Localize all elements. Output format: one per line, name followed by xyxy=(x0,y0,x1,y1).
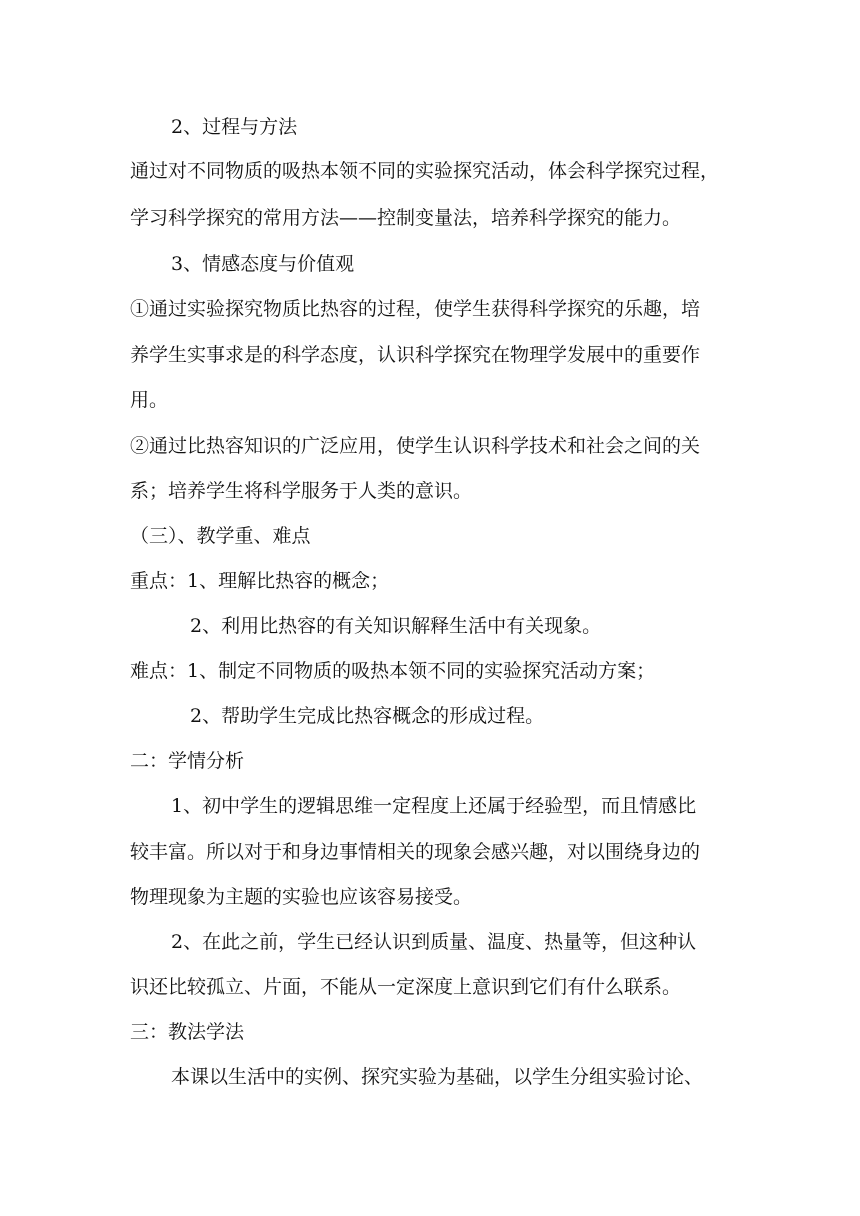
paragraph-line: 学习科学探究的常用方法——控制变量法，培养科学探究的能力。 xyxy=(130,207,682,229)
difficulty-line: 难点：1、制定不同物质的吸热本领不同的实验探究活动方案； xyxy=(130,660,656,682)
paragraph-line: 本课以生活中的实例、探究实验为基础，以学生分组实验讨论、 xyxy=(171,1066,704,1088)
paragraph-line: 通过对不同物质的吸热本领不同的实验探究活动，体会科学探究过程， xyxy=(130,160,720,182)
paragraph-line: 系；培养学生将科学服务于人类的意识。 xyxy=(130,480,473,502)
section-heading-key-points: （三）、教学重、难点 xyxy=(130,525,311,547)
paragraph-line: 较丰富。所以对于和身边事情相关的现象会感兴趣，对以围绕身边的 xyxy=(130,841,701,863)
paragraph-line: ②通过比热容知识的广泛应用，使学生认识科学技术和社会之间的关 xyxy=(130,435,701,457)
paragraph-line: 养学生实事求是的科学态度，认识科学探究在物理学发展中的重要作 xyxy=(130,344,701,366)
key-point-line: 重点：1、理解比热容的概念； xyxy=(130,570,390,592)
paragraph-line: 1、初中学生的逻辑思维一定程度上还属于经验型，而且情感比 xyxy=(171,795,697,817)
key-point-line: 2、利用比热容的有关知识解释生活中有关现象。 xyxy=(190,615,602,637)
section-heading-teaching-method: 三：教法学法 xyxy=(130,1021,245,1043)
paragraph-line: 2、在此之前，学生已经认识到质量、温度、热量等，但这种认 xyxy=(171,931,697,953)
paragraph-line: ①通过实验探究物质比热容的过程，使学生获得科学探究的乐趣，培 xyxy=(130,298,701,320)
subheading-process-method: 2、过程与方法 xyxy=(171,116,298,138)
section-heading-learner-analysis: 二：学情分析 xyxy=(130,750,245,772)
difficulty-line: 2、帮助学生完成比热容概念的形成过程。 xyxy=(190,705,545,727)
paragraph-line: 识还比较孤立、片面，不能从一定深度上意识到它们有什么联系。 xyxy=(130,976,682,998)
paragraph-line: 用。 xyxy=(130,389,169,411)
subheading-emotion-attitude: 3、情感态度与价值观 xyxy=(171,253,355,275)
paragraph-line: 物理现象为主题的实验也应该容易接受。 xyxy=(130,886,473,908)
